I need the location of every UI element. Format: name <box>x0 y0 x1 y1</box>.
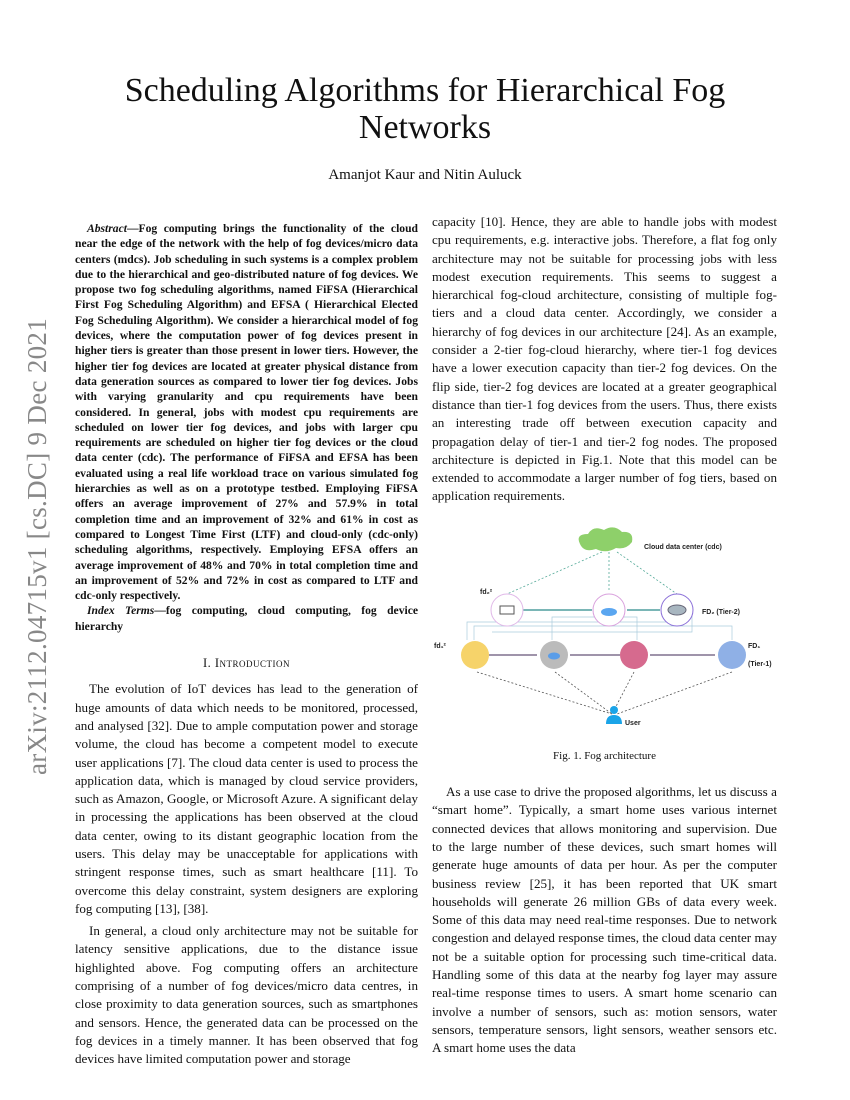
fd2-label: FD₂ (Tier-2) <box>702 608 740 616</box>
cdc-label: Cloud data center (cdc) <box>644 543 722 551</box>
index-terms <box>75 603 418 634</box>
section-heading: I. Introduction <box>202 656 291 671</box>
index-terms-text: —fog computing, cloud computing, fog device hierarchy <box>75 604 418 633</box>
abstract <box>75 221 418 603</box>
user-icon <box>610 706 618 714</box>
fd22-label: fd₂² <box>480 588 493 596</box>
left-column <box>75 215 418 1073</box>
fog-architecture-figure <box>432 522 777 737</box>
abstract-text: —Fog computing brings the functionality of the cloud near the edge of the network with the help of fog devices/micro data centers (mdcs). Job scheduling in such systems is a complex problem due to the hierarchical and geo-distributed nature of fog devices. We propose two fog scheduling algorithms, named FiFSA (Hierarchical First Fog Scheduling Algorithm) and EFSA ( Hierarchical Elected Fog Scheduling Algorithm). We consider a hierarchical model of fog devices, where the computation power of fog devices present in higher tiers is greater than those present in lower tiers. However, the higher tier fog devices are located at greater physical distance from data generation sources as compared to lower tier fog devices. Jobs with varying granularity and cpu requirements have been considered. In general, jobs with modest cpu requirements are scheduled on lower tier fog devices, and jobs with larger cpu requirements are scheduled on higher tier fog devices or the cloud data center (cdc). The performance of FiFSA and EFSA has been evaluated using a real life workload trace on various simulated fog hierarchies as well as on a prototype testbed. Employing FiFSA offers an average improvement of 27% and 57.9% in total completion time and an improvement of 32% and 61% in cost as compared to Longest Time First (LTF) and cloud-only (cdc-only) scheduling algorithms, respectively. Employing EFSA offers an average improvement of 48% and 70% in total completion time and an improvement of 52% and 72% in cost as compared to LTF and cdc-only respectively. <box>75 222 418 603</box>
arxiv-stamp: arXiv:2112.04715v1 [cs.DC] 9 Dec 2021 <box>22 317 52 775</box>
cloud-data-center-icon <box>579 527 633 551</box>
fog-architecture-diagram <box>432 522 777 737</box>
fog-device-tier1-pink-icon <box>620 641 648 669</box>
authors: Amanjot Kaur and Nitin Auluck <box>328 167 522 183</box>
right-column <box>432 213 777 1062</box>
fd1-label: FD₁ (Tier-1) <box>748 642 772 669</box>
paragraph: capacity [10]. Hence, they are able to handle jobs with modest cpu requirements, e.g. interactive jobs. Therefore, a flat fog only architecture may not be suitable for processing jobs with less modest execution requirements. This seems to suggest a hierarchical fog-cloud architecture, consisting of multiple fog-tiers and a cloud data center. Accordingly, we consider a hierarchy of fog devices in our architecture [24]. As an example, consider a 2-tier fog-cloud hierarchy, where tier-1 fog devices have a lower execution capacity than tier-2 fog devices. On the flip side, tier-2 fog devices are located at a greater geographical distance than tier-1 fog devices from the users. Thus, there exists an interesting trade off between execution capacity and propagation delay of tier-1 and tier-2 fog nodes. The proposed architecture is depicted in Fig.1. Note that this model can be extended to accommodate a larger number of fog tiers, based on application requirements. <box>432 214 777 504</box>
paragraph: In general, a cloud only architecture may not be suitable for latency sensitive applications, due to the distance issue highlighted above. Fog computing offers an architecture comprising of a number of fog devices/micro data centres, in close proximity to data generation sources, such as smartphones and sensors. Hence, the generated data can be processed on the fog devices in a timely manner. It has been observed that fog devices have limited computation power and storage <box>75 923 418 1067</box>
paragraph: The evolution of IoT devices has lead to the generation of huge amounts of data which needs to be monitored, processed, and analysed [32]. Due to ample computation power and storage volume, the cloud has become a competent model to execute user applications [7]. The cloud data center is used to process the application data, which is managed by cloud service providers, such as Amazon, Google, or Microsoft Azure. A significant delay in processing the applications has been observed at the cloud data center, owing to its distant geographic location from the users. This delay may be unacceptable for applications with stringent response times, such as smart healthcare [11]. To overcome this delay constraint, system designers are exploring fog computing [13], [38]. <box>75 681 418 916</box>
figure-caption: Fig. 1. Fog architecture <box>553 749 656 762</box>
paper-title: Scheduling Algorithms for Hierarchical Fog Networks <box>124 72 726 146</box>
fog-device-fd1-icon <box>718 641 746 669</box>
fog-device-fd12-icon <box>461 641 489 669</box>
index-terms-label: Index Terms <box>87 604 155 618</box>
fog-device-fd22-icon <box>491 594 523 626</box>
abstract-label: Abstract <box>87 222 127 235</box>
paragraph: As a use case to drive the proposed algorithms, let us discuss a “smart home”. Typically, a smart home uses various internet connected devices that allows monitoring and supervision. Due to the large number of these devices, such smart homes will generate huge amounts of data per hour. As per the computer business review [25], it has been reported that UK smart households will generate 26 million GBs of data every week. Some of this data may need real-time responses. Due to network congestion and delayed response times, the cloud data center may not be a suitable option for processing such time-critical data. Handling some of this data at the nearby fog layer may assure real-time response times to users. A smart home scenario can involve a number of sensors, such as: motion sensors, water sensors, temperature sensors, light sensors, weather sensors etc. A smart home uses the data <box>432 784 777 1056</box>
fd12-label: fd₁² <box>434 642 446 650</box>
user-label: User <box>625 719 641 727</box>
